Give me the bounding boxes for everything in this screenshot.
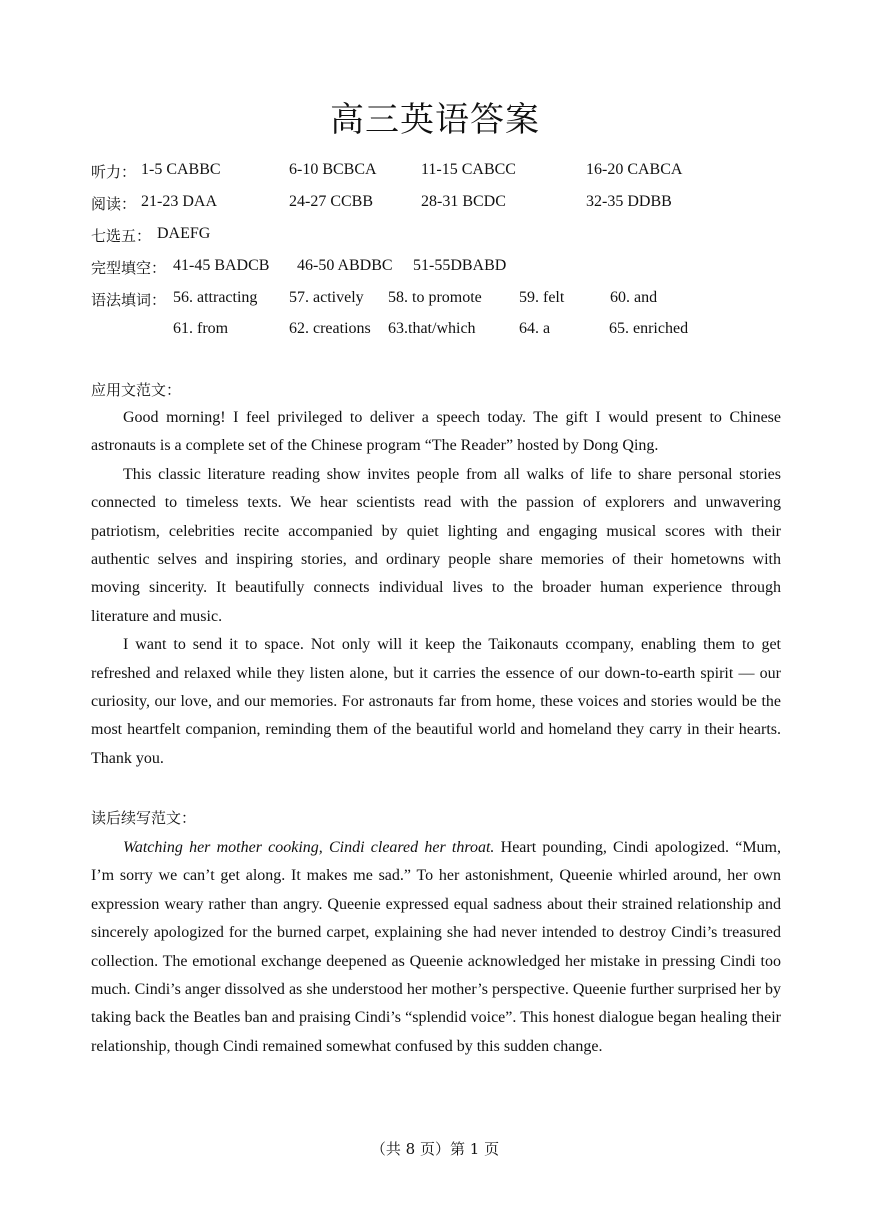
answer-group: 21-23 DAA [141, 193, 217, 210]
answer-item: 61. from [173, 320, 229, 337]
answer-group: 6-10 BCBCA [289, 161, 377, 178]
answer-group: DAEFG [157, 225, 211, 242]
answer-item: 65. enriched [609, 320, 689, 337]
answer-item: 57. actively [289, 289, 364, 306]
answer-item: 64. a [519, 320, 551, 337]
page-title: 高三英语答案 [330, 100, 540, 140]
essay-paragraph [91, 834, 781, 1061]
opening-sentence: Watching her mother cooking, Cindi cleared her throat. [123, 839, 495, 856]
grammar-label: 语法填词： [91, 291, 167, 309]
answer-group: 24-27 CCBB [289, 193, 374, 210]
answer-group: 46-50 ABDBC [297, 257, 393, 274]
continuation-writing-essay [91, 834, 781, 1061]
answer-item: 59. felt [519, 289, 565, 306]
answer-group: 41-45 BADCB [173, 257, 270, 274]
continuation-writing-heading: 读后续写范文： [91, 809, 197, 827]
essay-paragraph: This classic literature reading show invites people from all walks of life to share personal stories connected to timeless texts. We hear scientists read with the passion of explorers and unwavering patriotism, celebrities recite accompanied by quiet lighting and engaging musical scores with their authentic selves and inspiring stories, and ordinary people share memories of their hometowns with moving sincerity. It beautifully connects individual lives to the broader human experience through literature and music. [91, 465, 781, 625]
reading-label: 阅读： [91, 195, 137, 213]
answer-item: 58. to promote [388, 289, 482, 306]
page-footer: （共 8 页）第 1 页 [370, 1140, 500, 1158]
essay-paragraph: I want to send it to space. Not only will it keep the Taikonauts ccompany, enabling them to get refreshed and relaxed while they listen alone, but it carries the essence of our down-to-earth spirit — our curiosity, our love, and our memories. For astronauts far from home, these voices and stories would be the most heartfelt companion, reminding them of the beautiful world and homeland they carry in their hearts. Thank you. [91, 636, 781, 767]
listening-label: 听力： [91, 163, 137, 181]
answer-item: 62. creations [289, 320, 371, 337]
answer-group: 1-5 CABBC [141, 161, 221, 178]
practical-writing-heading: 应用文范文： [91, 381, 182, 399]
seven-choose-five-label: 七选五： [91, 227, 152, 245]
answer-item: 56. attracting [173, 289, 258, 306]
answer-item: 60. and [610, 289, 658, 306]
practical-writing-essay [91, 404, 781, 773]
answer-item: 63.that/which [388, 320, 476, 337]
answer-group: 32-35 DDBB [586, 193, 672, 210]
answer-group: 16-20 CABCA [586, 161, 683, 178]
essay-paragraph: Good morning! I feel privileged to deliver a speech today. The gift I would present to Chinese astronauts is a complete set of the Chinese program “The Reader” hosted by Dong Qing. [91, 409, 781, 455]
essay-body: Heart pounding, Cindi apologized. “Mum, I’m sorry we can’t get along. It makes me sad.” To her astonishment, Queenie whirled around, her own expression weary rather than angry. Queenie expressed equal sadness about their strained relationship and sincerely apologized for the burned carpet, explaining she had never intended to destroy Cindi’s treasured collection. The emotional exchange deepened as Queenie acknowledged her mistake in pressing Cindi too much. Cindi’s anger dissolved as she understood her mother’s perspective. Queenie further surprised her by taking back the Beatles ban and praising Cindi’s “splendid voice”. This honest dialogue began healing their relationship, though Cindi remained somewhat confused by this sudden change. [91, 839, 781, 1055]
cloze-label: 完型填空： [91, 259, 167, 277]
answer-group: 28-31 BCDC [421, 193, 506, 210]
answer-group: 51-55DBABD [413, 257, 507, 274]
answer-group: 11-15 CABCC [421, 161, 516, 178]
